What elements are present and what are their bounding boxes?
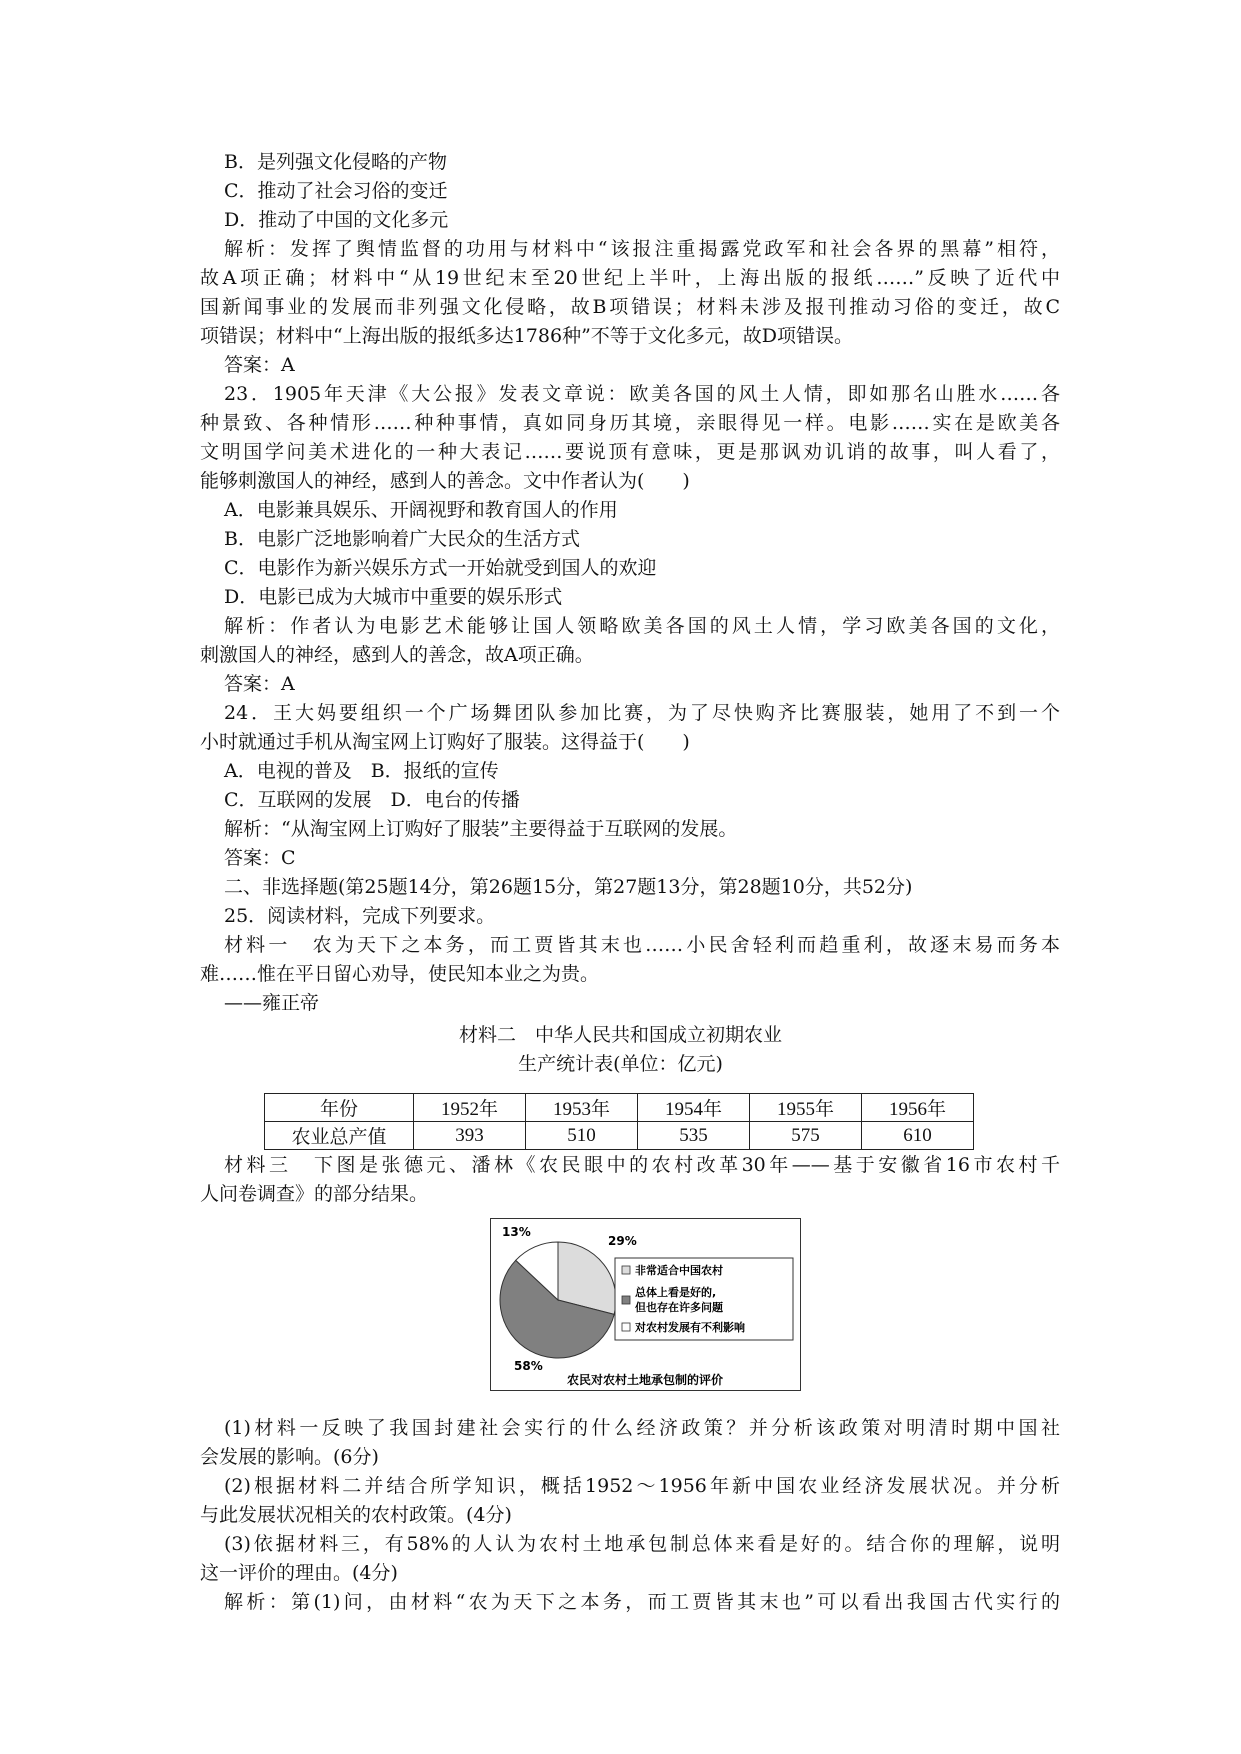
option-d: D．电影已成为大城市中重要的娱乐形式 xyxy=(224,586,563,608)
question-23: 23．1905年天津《大公报》发表文章说：欧美各国的风土人情，即如那名山胜水……各 xyxy=(224,383,1060,405)
material-one-cont: 难……惟在平日留心劝导，使民知本业之为贵。 xyxy=(200,963,600,985)
question-24: 24．王大妈要组织一个广场舞团队参加比赛，为了尽快购齐比赛服装，她用了不到一个 xyxy=(224,702,1060,724)
question-line: 能够刺激国人的神经，感到人的善念。文中作者认为( ) xyxy=(200,470,690,492)
material-three-cont: 人问卷调查》的部分结果。 xyxy=(200,1183,429,1205)
analysis-line: 刺激国人的神经，感到人的善念，故A项正确。 xyxy=(200,644,594,666)
question-25: 25．阅读材料，完成下列要求。 xyxy=(224,905,496,927)
answer-line: 答案：C xyxy=(224,847,296,869)
chart-title: 农民对农村土地承包制的评价 xyxy=(566,1373,724,1387)
option-b: B．是列强文化侵略的产物 xyxy=(224,151,447,173)
analysis-line: 故A项正确；材料中“从19世纪末至20世纪上半叶，上海出版的报纸……”反映了近代中 xyxy=(200,267,1060,289)
table-cell: 1954年 xyxy=(638,1094,750,1122)
material-one: 材料一 农为天下之本务，而工贾皆其末也……小民舍轻利而趋重利，故逐末易而务本 xyxy=(224,934,1060,956)
question-part-3: (3)依据材料三，有58%的人认为农村土地承包制总体来看是好的。结合你的理解，说明 xyxy=(224,1533,1060,1555)
legend-label: 总体上看是好的, xyxy=(635,1286,717,1299)
legend-label: 对农村发展有不利影响 xyxy=(635,1321,745,1334)
table-cell: 575 xyxy=(750,1122,862,1150)
analysis-line: 国新闻事业的发展而非列强文化侵略，故B项错误；材料未涉及报刊推动习俗的变迁，故C xyxy=(200,296,1060,318)
slice-label-13: 13% xyxy=(502,1225,531,1239)
question-line: 种景致、各种情形……种种事情，真如同身历其境，亲眼得见一样。电影……实在是欧美各 xyxy=(200,412,1060,434)
analysis-line: 项错误；材料中“上海出版的报纸多达1786种”不等于文化多元，故D项错误。 xyxy=(200,325,854,347)
option-d: D．推动了中国的文化多元 xyxy=(224,209,449,231)
legend-swatch xyxy=(622,1266,630,1274)
material-two-subtitle: 生产统计表(单位：亿元) xyxy=(518,1053,723,1075)
legend-swatch xyxy=(622,1296,630,1304)
analysis-line: 解析：作者认为电影艺术能够让国人领略欧美各国的风土人情，学习欧美各国的文化， xyxy=(224,615,1060,637)
table-cell: 年份 xyxy=(265,1094,414,1122)
answer-line: 答案：A xyxy=(224,354,295,376)
table-cell: 610 xyxy=(862,1122,974,1150)
table-row xyxy=(265,1122,974,1150)
table-cell: 1952年 xyxy=(414,1094,526,1122)
section-heading: 二、非选择题(第25题14分，第26题15分，第27题13分，第28题10分，共52分) xyxy=(224,876,913,898)
slice-label-58: 58% xyxy=(514,1359,543,1373)
analysis-line: 解析：“从淘宝网上订购好了服装”主要得益于互联网的发展。 xyxy=(224,818,738,840)
options-cd: C．互联网的发展 D．电台的传播 xyxy=(224,789,520,811)
question-part-1: (1)材料一反映了我国封建社会实行的什么经济政策？并分析该政策对明清时期中国社 xyxy=(224,1417,1060,1439)
question-line: 文明国学问美术进化的一种大表记……要说顶有意味，更是那讽劝讥诮的故事，叫人看了， xyxy=(200,441,1060,463)
question-part-2-cont: 与此发展状况相关的农村政策。(4分) xyxy=(200,1504,512,1526)
question-part-3-cont: 这一评价的理由。(4分) xyxy=(200,1562,398,1584)
pie-chart xyxy=(490,1218,801,1391)
material-two-title: 材料二 中华人民共和国成立初期农业 xyxy=(458,1024,782,1046)
option-c: C．电影作为新兴娱乐方式一开始就受到国人的欢迎 xyxy=(224,557,657,579)
table-cell: 535 xyxy=(638,1122,750,1150)
slice-label-29: 29% xyxy=(608,1234,637,1248)
question-line: 小时就通过手机从淘宝网上订购好了服装。这得益于( ) xyxy=(200,731,690,753)
table-header-row xyxy=(265,1094,974,1122)
option-a: A．电影兼具娱乐、开阔视野和教育国人的作用 xyxy=(224,499,618,521)
analysis-line: 解析：第(1)问，由材料“农为天下之本务，而工贾皆其末也”可以看出我国古代实行的 xyxy=(224,1591,1060,1613)
legend-label: 但也存在许多问题 xyxy=(635,1301,723,1314)
legend-label: 非常适合中国农村 xyxy=(635,1264,723,1277)
pie-chart-svg xyxy=(490,1218,801,1391)
agriculture-table xyxy=(264,1093,974,1150)
analysis-line: 解析：发挥了舆情监督的功用与材料中“该报注重揭露党政军和社会各界的黑幕”相符， xyxy=(224,238,1060,260)
question-part-2: (2)根据材料二并结合所学知识，概括1952～1956年新中国农业经济发展状况。并分析 xyxy=(224,1475,1060,1497)
material-three: 材料三 下图是张德元、潘林《农民眼中的农村改革30年——基于安徽省16市农村千 xyxy=(224,1154,1060,1176)
options-ab: A．电视的普及 B．报纸的宣传 xyxy=(224,760,499,782)
material-one-source: ——雍正帝 xyxy=(224,992,320,1014)
table-cell: 393 xyxy=(414,1122,526,1150)
answer-line: 答案：A xyxy=(224,673,295,695)
table-cell: 1956年 xyxy=(862,1094,974,1122)
option-b: B．电影广泛地影响着广大民众的生活方式 xyxy=(224,528,580,550)
option-c: C．推动了社会习俗的变迁 xyxy=(224,180,448,202)
table-cell: 农业总产值 xyxy=(265,1122,414,1150)
table-cell: 1953年 xyxy=(526,1094,638,1122)
question-part-1-cont: 会发展的影响。(6分) xyxy=(200,1446,379,1468)
legend-swatch xyxy=(622,1323,630,1331)
table-cell: 510 xyxy=(526,1122,638,1150)
table-cell: 1955年 xyxy=(750,1094,862,1122)
